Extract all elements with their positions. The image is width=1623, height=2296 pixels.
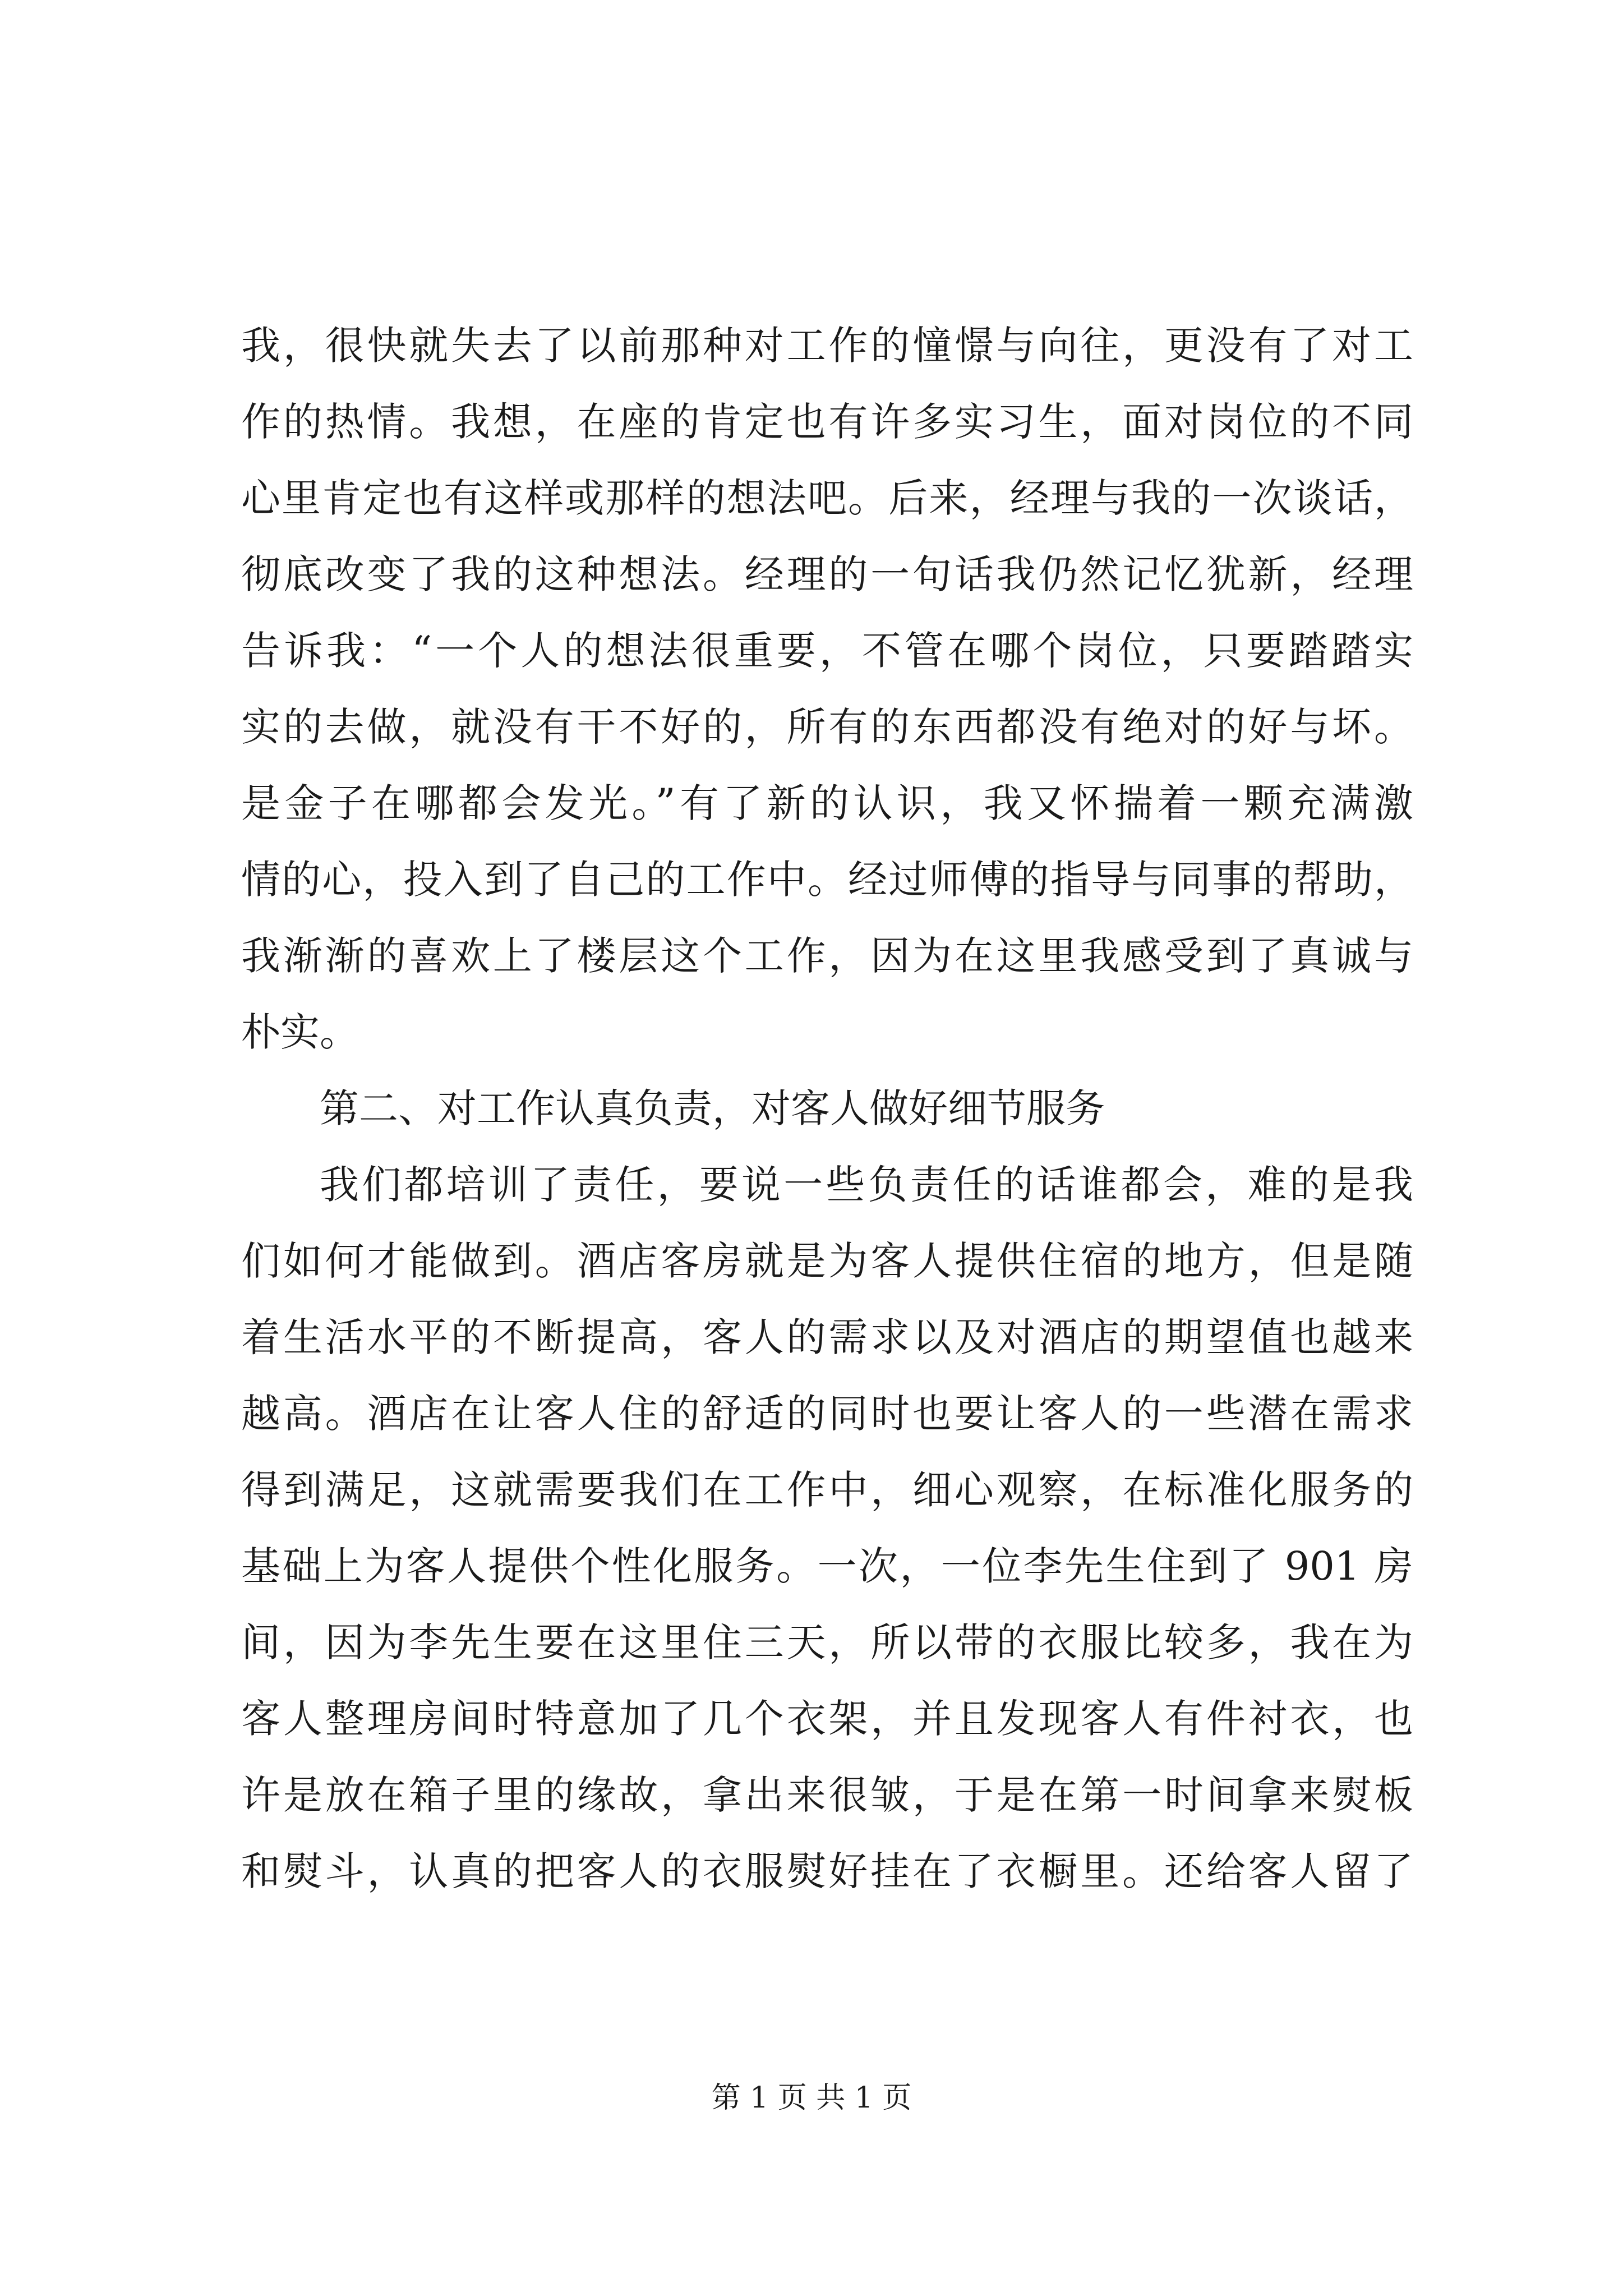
- text-line: 许是放在箱子里的缘故，拿出来很皱，于是在第一时间拿来熨板: [241, 1772, 1413, 1818]
- text-line: 我，很快就失去了以前那种对工作的憧憬与向往，更没有了对工: [241, 323, 1413, 369]
- text-line: 情的心，投入到了自己的工作中。经过师傅的指导与同事的帮助，: [241, 857, 1413, 903]
- text-line: 和熨斗，认真的把客人的衣服熨好挂在了衣橱里。还给客人留了: [241, 1848, 1413, 1894]
- text-line: 心里肯定也有这样或那样的想法吧。后来，经理与我的一次谈话，: [241, 475, 1413, 521]
- text-line: 得到满足，这就需要我们在工作中，细心观察，在标准化服务的: [241, 1467, 1413, 1513]
- text-line: 间，因为李先生要在这里住三天，所以带的衣服比较多，我在为: [241, 1619, 1413, 1665]
- document-body: [241, 307, 1413, 1910]
- text-line: 作的热情。我想，在座的肯定也有许多实习生，面对岗位的不同: [241, 399, 1413, 445]
- text-line: 彻底改变了我的这种想法。经理的一句话我仍然记忆犹新，经理: [241, 551, 1413, 597]
- text-line: 我渐渐的喜欢上了楼层这个工作，因为在这里我感受到了真诚与: [241, 933, 1413, 979]
- page-footer: [0, 2076, 1623, 2120]
- text-line: 实的去做，就没有干不好的，所有的东西都没有绝对的好与坏。: [241, 704, 1413, 750]
- text-line: 是金子在哪都会发光。”有了新的认识，我又怀揣着一颗充满激: [241, 780, 1413, 826]
- text-line: 越高。酒店在让客人住的舒适的同时也要让客人的一些潜在需求: [241, 1391, 1413, 1437]
- text-line: 着生活水平的不断提高，客人的需求以及对酒店的期望值也越来: [241, 1314, 1413, 1360]
- text-line: 告诉我：“一个人的想法很重要，不管在哪个岗位，只要踏踏实: [241, 628, 1413, 674]
- page-number: 第 1 页 共 1 页: [711, 2081, 912, 2115]
- text-line: 我们都培训了责任，要说一些负责任的话谁都会，难的是我: [320, 1162, 1413, 1208]
- text-line: 基础上为客人提供个性化服务。一次，一位李先生住到了 901 房: [241, 1543, 1413, 1589]
- text-line: 客人整理房间时特意加了几个衣架，并且发现客人有件衬衣，也: [241, 1696, 1413, 1742]
- text-line: 朴实。: [241, 1009, 359, 1055]
- section-heading: 第二、对工作认真负责，对客人做好细节服务: [320, 1085, 1105, 1131]
- text-line: 们如何才能做到。酒店客房就是为客人提供住宿的地方，但是随: [241, 1238, 1413, 1284]
